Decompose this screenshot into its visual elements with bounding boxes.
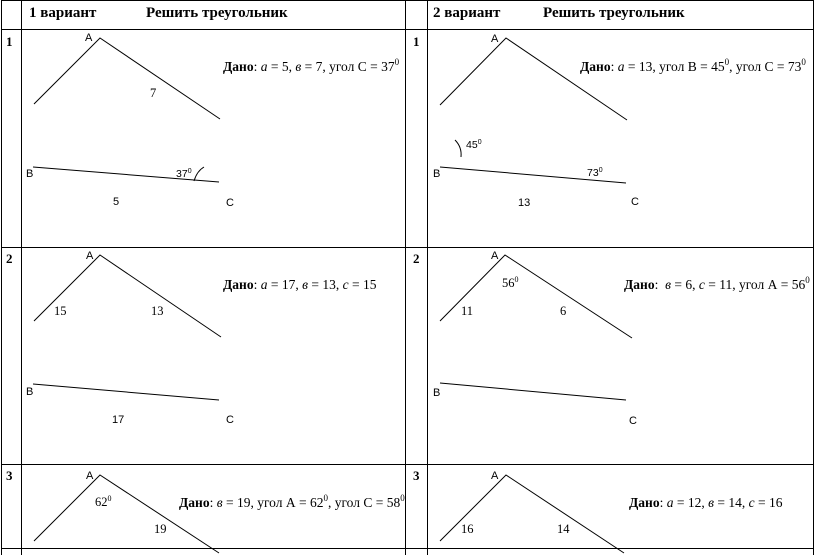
given-word: Дано <box>223 59 254 74</box>
given-word: Дано <box>223 277 254 292</box>
angle-a-label: $56^0$ <box>502 275 519 290</box>
angle-b-label: $45^0$ <box>466 139 482 151</box>
row-number: 1 <box>6 34 13 49</box>
side-ac-label: 19 <box>154 522 167 536</box>
angle-c-label: $73^0$ <box>587 167 603 179</box>
vertex-b-label: B <box>433 387 441 399</box>
side-ac-label: 6 <box>560 304 567 318</box>
side-ab-label: 15 <box>54 304 67 318</box>
angle-c-arc <box>194 167 204 181</box>
triangle-sides-ab-ac <box>34 475 219 553</box>
given-statement: Дано: a = 5, в = 7, угол $С = 37^0$ <box>223 57 400 74</box>
vertex-a-label: A <box>491 33 499 45</box>
given-word: Дано <box>629 495 660 510</box>
given-word: Дано <box>624 277 655 292</box>
vertex-a-label: A <box>85 32 93 44</box>
triangle-side-bc <box>440 383 626 400</box>
right-variant-heading: 2 вариант <box>433 5 501 21</box>
side-ab-label: 16 <box>461 522 474 536</box>
row-number: 1 <box>413 34 420 49</box>
vertex-a-label: A <box>491 470 499 482</box>
triangle-sides-ab-ac <box>440 475 624 553</box>
angle-c-label: $37^0$ <box>176 168 192 180</box>
vertex-c-label: C <box>226 414 234 426</box>
given-statement: Дано: в = 6, с = 11, угол $А = 56^0$ <box>624 275 810 292</box>
row-number: 3 <box>413 468 420 483</box>
triangle-sides-ab-ac <box>440 255 632 338</box>
given-statement: Дано: a = 12, в = 14, с = 16 <box>629 495 783 510</box>
side-ac-label: 14 <box>557 522 570 536</box>
vertex-a-label: A <box>86 470 94 482</box>
vertex-a-label: A <box>491 250 499 262</box>
given-statement: Дано: в = 19, угол $А = 62^0$, угол $С = 58^0$ <box>179 493 405 510</box>
left-task-heading: Решить треугольник <box>146 5 288 21</box>
triangle-sides-ab-ac <box>34 255 221 337</box>
given-word: Дано <box>179 495 210 510</box>
row-number: 3 <box>6 468 13 483</box>
triangle-sides-ab-ac <box>440 38 627 120</box>
angle-a-label: $62^0$ <box>95 494 112 509</box>
given-statement: Дано: a = 17, в = 13, с = 15 <box>223 277 377 292</box>
vertex-c-label: C <box>631 196 639 208</box>
triangle-side-bc <box>33 384 219 400</box>
vertex-c-label: C <box>629 415 637 427</box>
side-ab-label: 11 <box>461 304 474 318</box>
right-task-heading: Решить треугольник <box>543 5 685 21</box>
side-bc-label: 13 <box>518 197 531 209</box>
vertex-a-label: A <box>86 250 94 262</box>
side-ac-label: 13 <box>151 304 164 318</box>
left-variant-heading: 1 вариант <box>29 5 97 21</box>
vertex-b-label: B <box>26 168 34 180</box>
vertex-b-label: B <box>433 168 441 180</box>
given-statement: Дано: a = 13, угол $В = 45^0$, угол $С = 73^0$ <box>580 57 806 74</box>
angle-b-arc <box>455 140 461 157</box>
row-number: 2 <box>413 251 420 266</box>
side-bc-label: 5 <box>113 196 120 208</box>
vertex-b-label: B <box>26 386 34 398</box>
vertex-c-label: C <box>226 197 234 209</box>
given-word: Дано <box>580 59 611 74</box>
triangle-sides-ab-ac <box>34 38 220 119</box>
side-ac-label: 7 <box>150 86 157 100</box>
row-number: 2 <box>6 251 13 266</box>
side-bc-label: 17 <box>112 414 125 426</box>
